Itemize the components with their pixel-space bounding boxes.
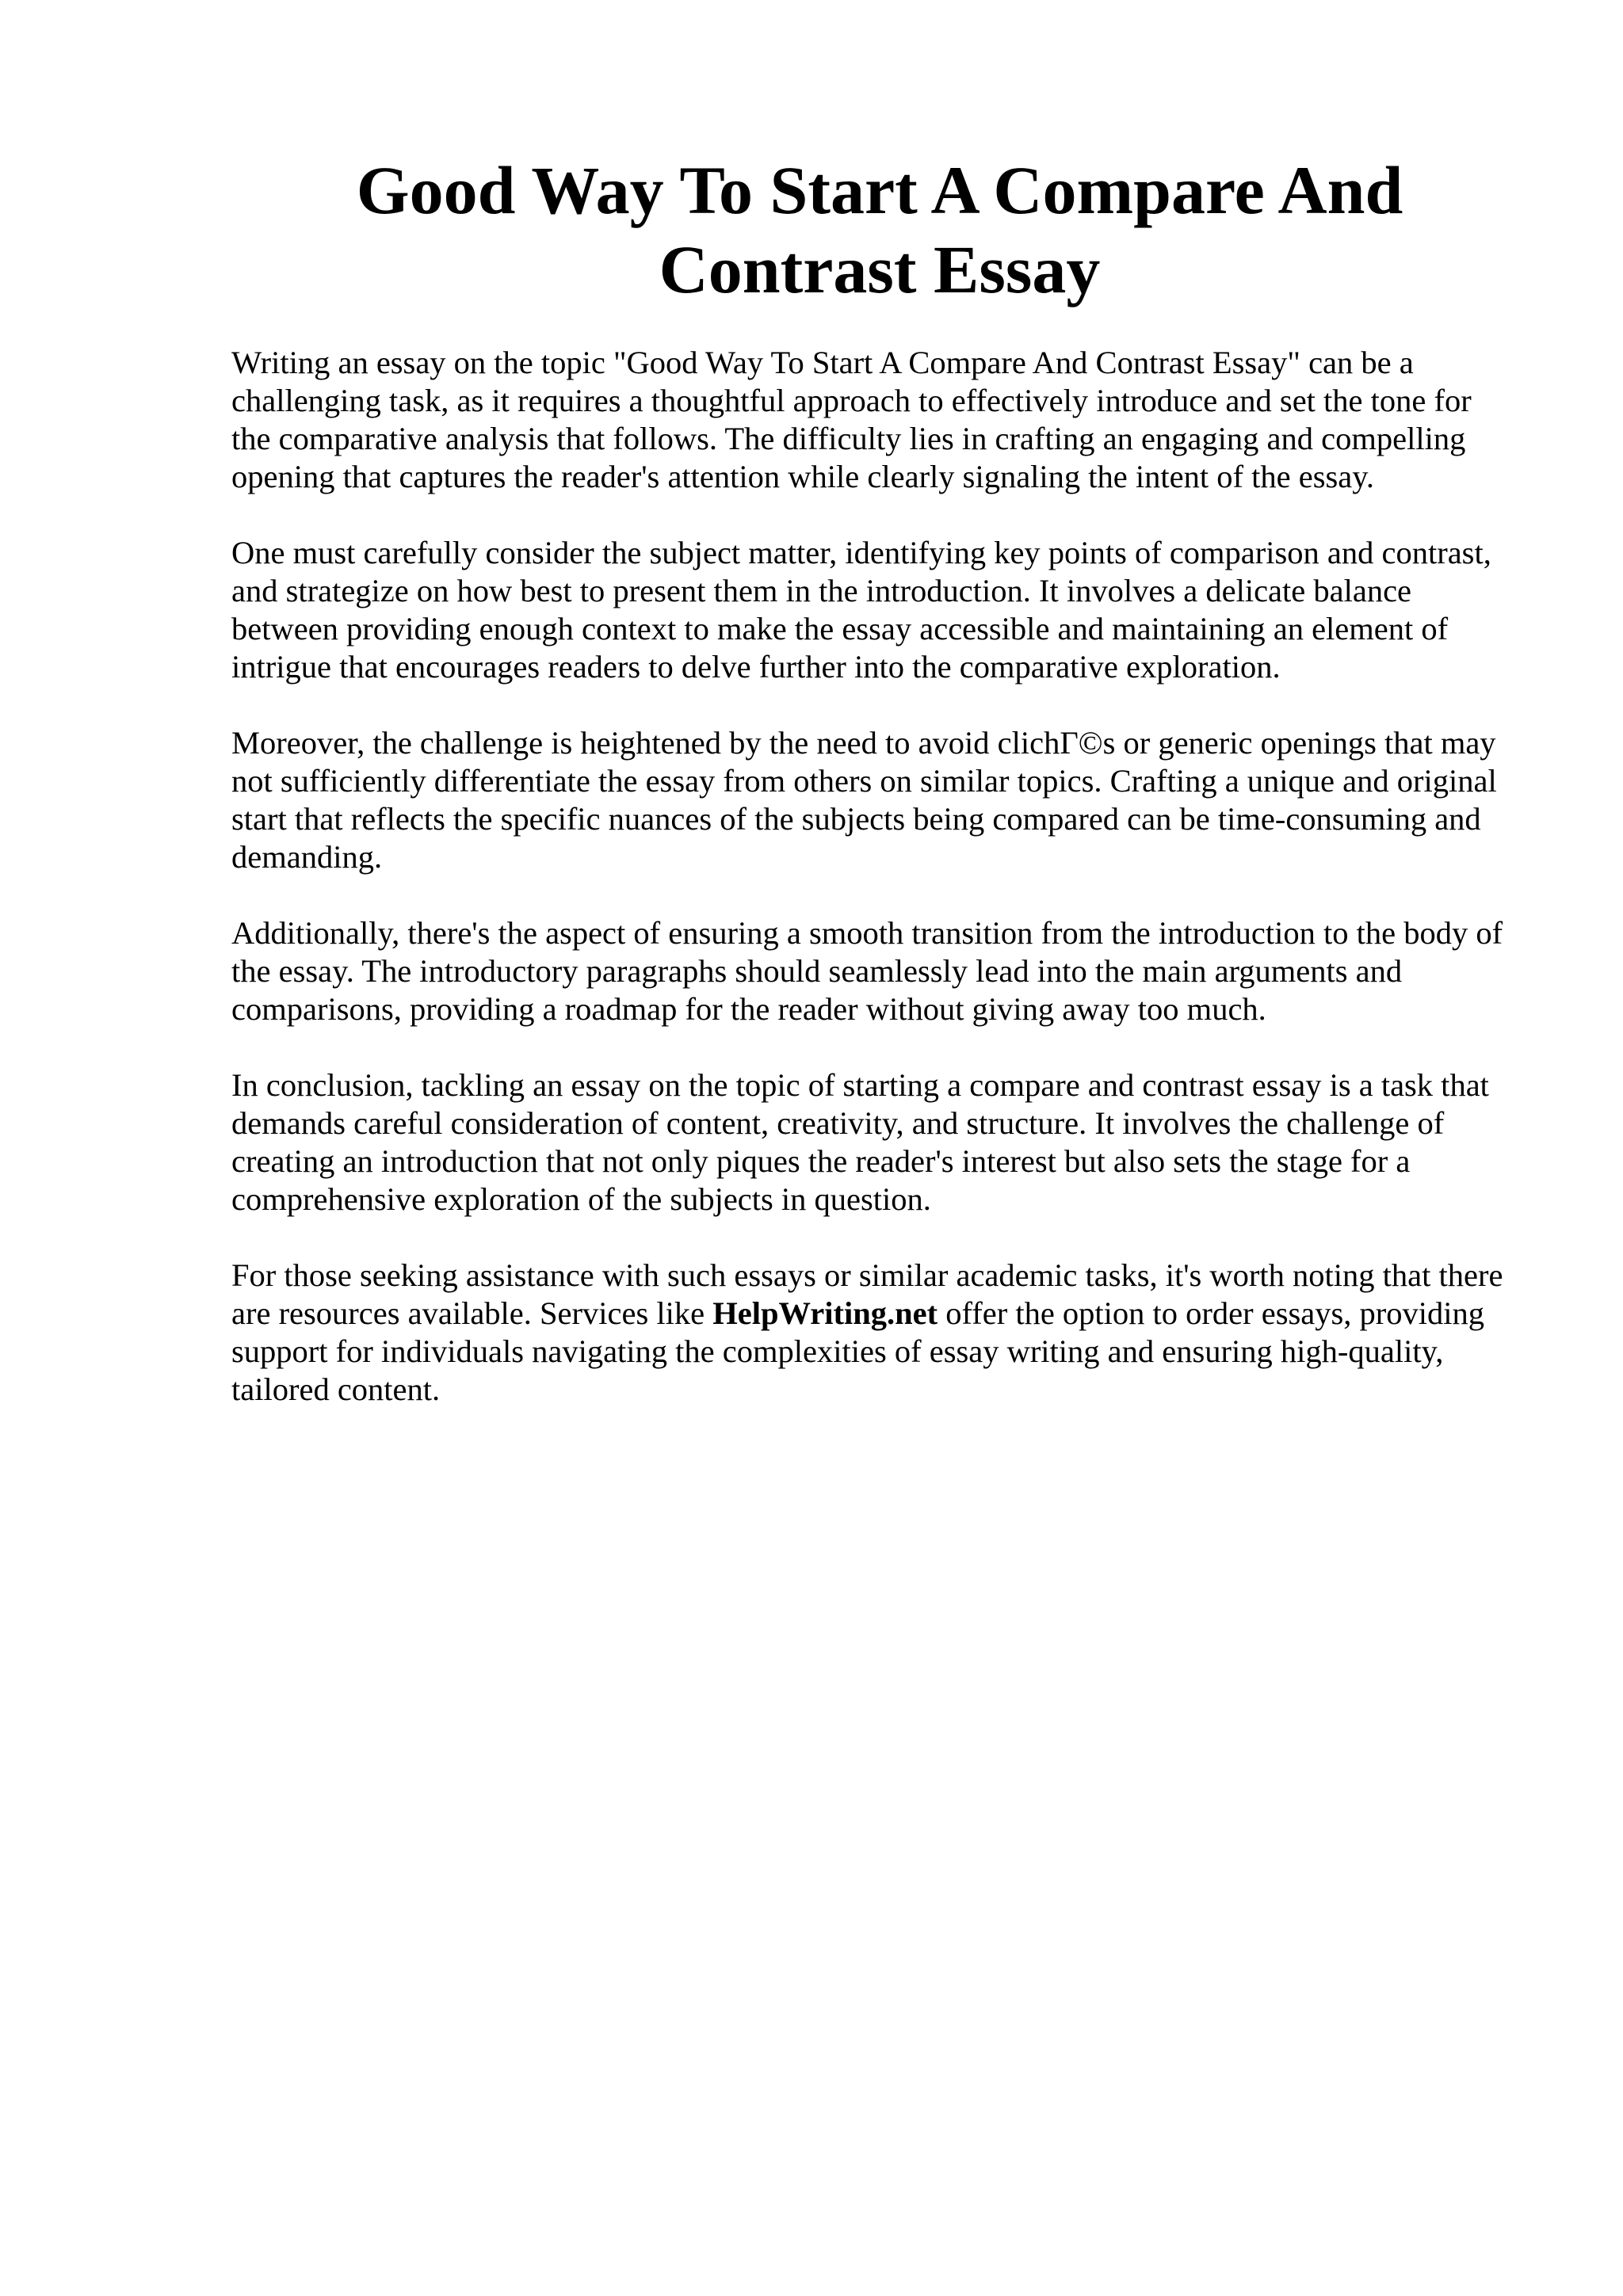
document-title: Good Way To Start A Compare And Contrast Essay [356, 152, 1403, 307]
paragraph-6-text-after: offer the option to order essays, providing support for individuals navigating the complexities of essay writing and ensuring high-quality, tailored content. [231, 1295, 1484, 1407]
paragraph-6 [231, 1257, 1515, 1409]
document-body [231, 344, 1515, 1447]
paragraph-2: One must carefully consider the subject matter, identifying key points of comparison and contrast, and strategize on how best to present them in the introduction. It involves a delicate balance between providing enough context to make the essay accessible and maintaining an element of intrigue that encourages readers to delve further into the comparative exploration. [231, 535, 1491, 685]
paragraph-4: Additionally, there's the aspect of ensuring a smooth transition from the introduction to the body of the essay. The introductory paragraphs should seamlessly lead into the main arguments and comparisons, providing a roadmap for the reader without giving away too much. [231, 915, 1503, 1027]
helpwriting-link[interactable]: HelpWriting.net [712, 1295, 938, 1331]
paragraph-6-text-before: For those seeking assistance with such essays or similar academic tasks, it's worth noting that there are resources available. Services like [231, 1257, 1503, 1331]
paragraph-5: In conclusion, tackling an essay on the topic of starting a compare and contrast essay is a task that demands careful consideration of content, creativity, and structure. It involves the challenge of creating an introduction that not only piques the reader's interest but also sets the stage for a comprehensive exploration of the subjects in question. [231, 1067, 1489, 1217]
paragraph-3: Moreover, the challenge is heightened by the need to avoid clichГ©s or generic openings that may not sufficiently differentiate the essay from others on similar topics. Crafting a unique and original start that reflects the specific nuances of the subjects being compared can be time-consuming and demanding. [231, 725, 1497, 875]
paragraph-1: Writing an essay on the topic "Good Way To Start A Compare And Contrast Essay" can be a challenging task, as it requires a thoughtful approach to effectively introduce and set the tone for the comparative analysis that follows. The difficulty lies in crafting an engaging and compelling opening that captures the reader's attention while clearly signaling the intent of the essay. [231, 345, 1472, 494]
